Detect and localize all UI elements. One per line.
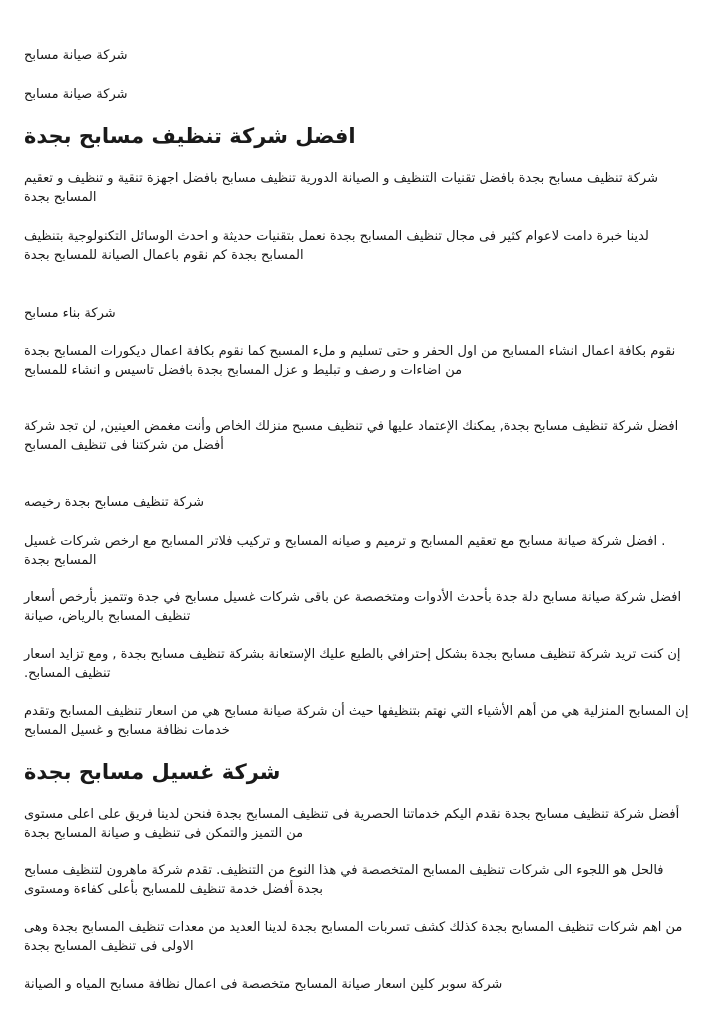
paragraph-4: افضل شركة تنظيف مسابح بجدة, يمكنك الإعتماد عليها في تنظيف مسبح منزلك الخاص وأنت مغمض العينين, لن تجد شركة أفضل من شركتنا فى تنظيف المسابح xyxy=(24,419,679,453)
subtitle-cheap-cleaning: شركة تنظيف مسابح بجدة رخيصه xyxy=(24,495,204,510)
paragraph-6: افضل شركة صيانة مسابح دلة جدة بأحدث الأدوات ومتخصصة عن باقى شركات غسيل مسابح في جدة وتتميز بأرخص أسعار تنظيف المسابح بالرياض، صيانة xyxy=(24,590,682,624)
heading-best-cleaning-company: افضل شركة تنظيف مسابح بجدة xyxy=(24,124,356,148)
paragraph-9: أفضل شركة تنظيف مسابح بجدة نقدم اليكم خدماتنا الحصرية فى تنظيف المسابح بجدة فنحن لدينا فريق على اعلى مستوى من التميز والتمكن فى تنظيف و صيانة المسابح بجدة xyxy=(24,807,680,841)
paragraph-12: شركة سوبر كلين اسعار صيانة المسابح متخصصة فى اعمال نظافة مسابح المياه و الصيانة xyxy=(24,977,503,992)
subtitle-pool-construction: شركة بناء مسابح xyxy=(24,306,116,321)
paragraph-7: إن كنت تريد شركة تنظيف مسابح بجدة بشكل إحترافي بالطبع عليك الإستعانة بشركة تنظيف مسابح بجدة , ومع تزايد اسعار تنظيف المسابح. xyxy=(24,647,681,681)
paragraph-1: شركة تنظيف مسابح بجدة بافضل تقنيات التنظيف و الصيانة الدورية تنظيف مسابح بافضل اجهزة تنقية و تنظيف و تعقيم المسابح بجدة xyxy=(24,171,658,205)
paragraph-8: إن المسابح المنزلية هي من أهم الأشياء التي نهتم بتنظيفها حيث أن شركة صيانة مسابح هي من اسعار تنظيف المسابح وتقدم خدمات نظافة مسابح و غسيل المسابح xyxy=(24,704,689,738)
paragraph-11: من اهم شركات تنظيف المسابح بجدة كذلك كشف تسربات المسابح بجدة لدينا العديد من معدات تنظيف المسابح بجدة وهى الاولى فى تنظيف المسابح بجدة xyxy=(24,920,683,954)
top-line-2: شركة صيانة مسابح xyxy=(24,87,128,102)
paragraph-2: لدينا خبرة دامت لاعوام كثير فى مجال تنظيف المسابح بجدة نعمل بتقنيات حديثة و احدث الوسائل التكنولوجية بتنظيف المسابح بجدة كم نقوم باعمال الصيانة للمسابح بجدة xyxy=(24,229,649,263)
heading-pool-washing-company: شركة غسيل مسابح بجدة xyxy=(24,760,281,784)
paragraph-10: فالحل هو اللجوء الى شركات تنظيف المسابح المتخصصة في هذا النوع من التنظيف. تقدم شركة ماهرون لتنظيف مسابح بجدة أفضل خدمة تنظيف للمسابح بأعلى كفاءة ومستوى xyxy=(24,863,664,897)
top-line-1: شركة صيانة مسابح xyxy=(24,48,128,63)
paragraph-3: نقوم بكافة اعمال انشاء المسابح من اول الحفر و حتى تسليم و ملء المسبح كما نقوم بكافة اعمال ديكورات المسابح بجدة من اضاءات و رصف و تبليط و عزل المسابح بجدة بافضل تاسيس و انشاء للمسابح xyxy=(24,344,676,378)
paragraph-5: . افضل شركة صيانة مسابح مع تعقيم المسابح و ترميم و صيانه المسابح و تركيب فلاتر المسابح مع ارخص شركات غسيل المسابح بجدة xyxy=(24,534,666,568)
